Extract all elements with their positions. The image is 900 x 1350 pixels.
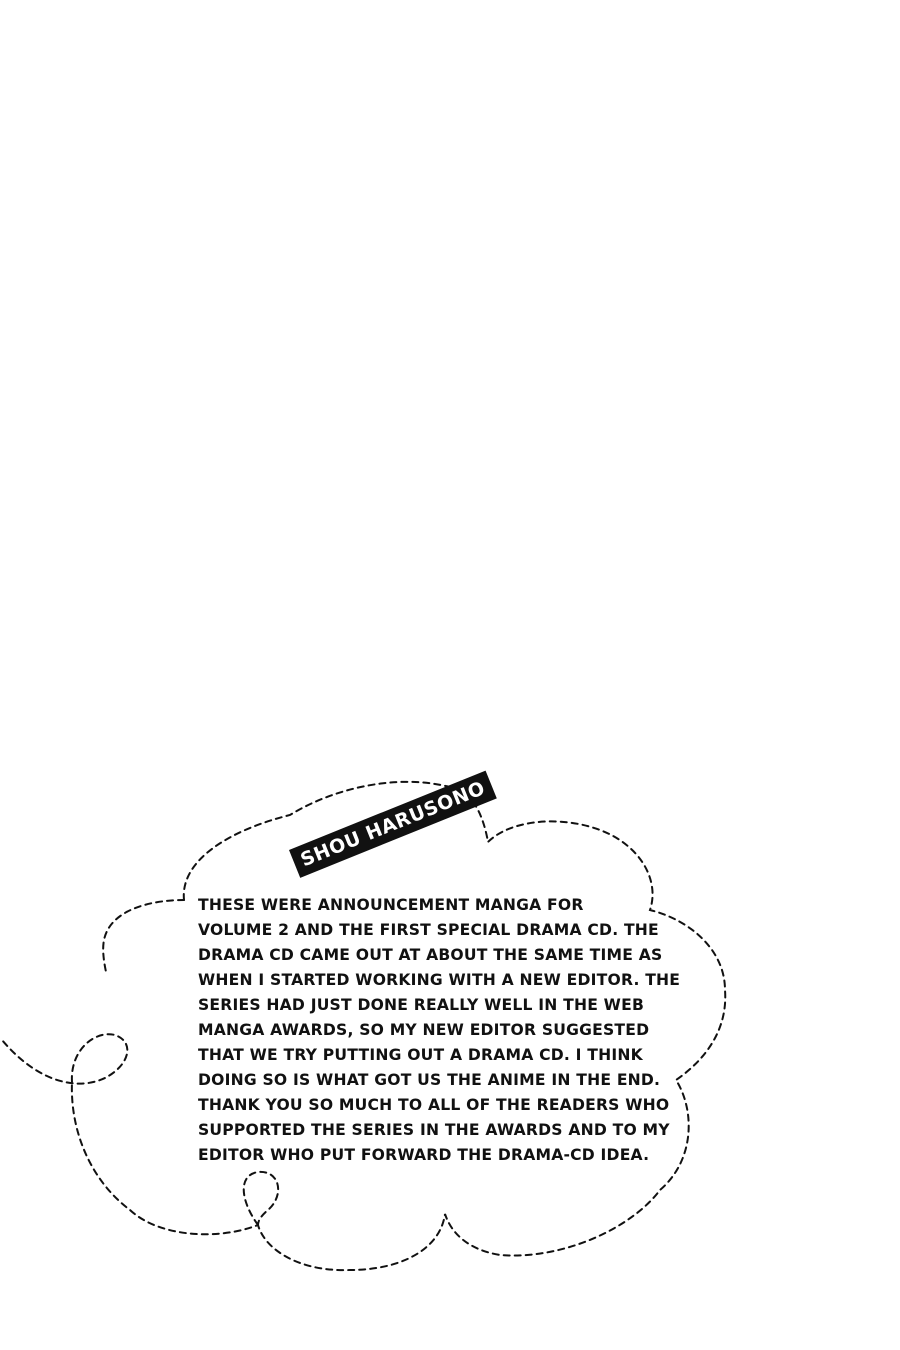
- note-line-1: THESE WERE ANNOUNCEMENT MANGA FOR: [198, 896, 584, 914]
- note-line-7: THAT WE TRY PUTTING OUT A DRAMA CD. I THINK: [198, 1046, 643, 1064]
- author-note: [198, 893, 681, 1168]
- note-line-3: DRAMA CD CAME OUT AT ABOUT THE SAME TIME AS: [198, 946, 663, 964]
- note-line-6: MANGA AWARDS, SO MY NEW EDITOR SUGGESTED: [198, 1021, 650, 1039]
- note-line-9: THANK YOU SO MUCH TO ALL OF THE READERS WHO: [198, 1096, 670, 1114]
- note-line-4: WHEN I STARTED WORKING WITH A NEW EDITOR. THE: [198, 971, 681, 989]
- note-line-2: VOLUME 2 AND THE FIRST SPECIAL DRAMA CD. THE: [198, 921, 659, 939]
- author-name: SHOU HARUSONO: [297, 777, 489, 872]
- note-line-8: DOING SO IS WHAT GOT US THE ANIME IN THE END.: [198, 1071, 661, 1089]
- note-line-11: EDITOR WHO PUT FORWARD THE DRAMA-CD IDEA.: [198, 1146, 650, 1164]
- note-line-10: SUPPORTED THE SERIES IN THE AWARDS AND TO MY: [198, 1121, 670, 1139]
- note-line-5: SERIES HAD JUST DONE REALLY WELL IN THE WEB: [198, 996, 645, 1014]
